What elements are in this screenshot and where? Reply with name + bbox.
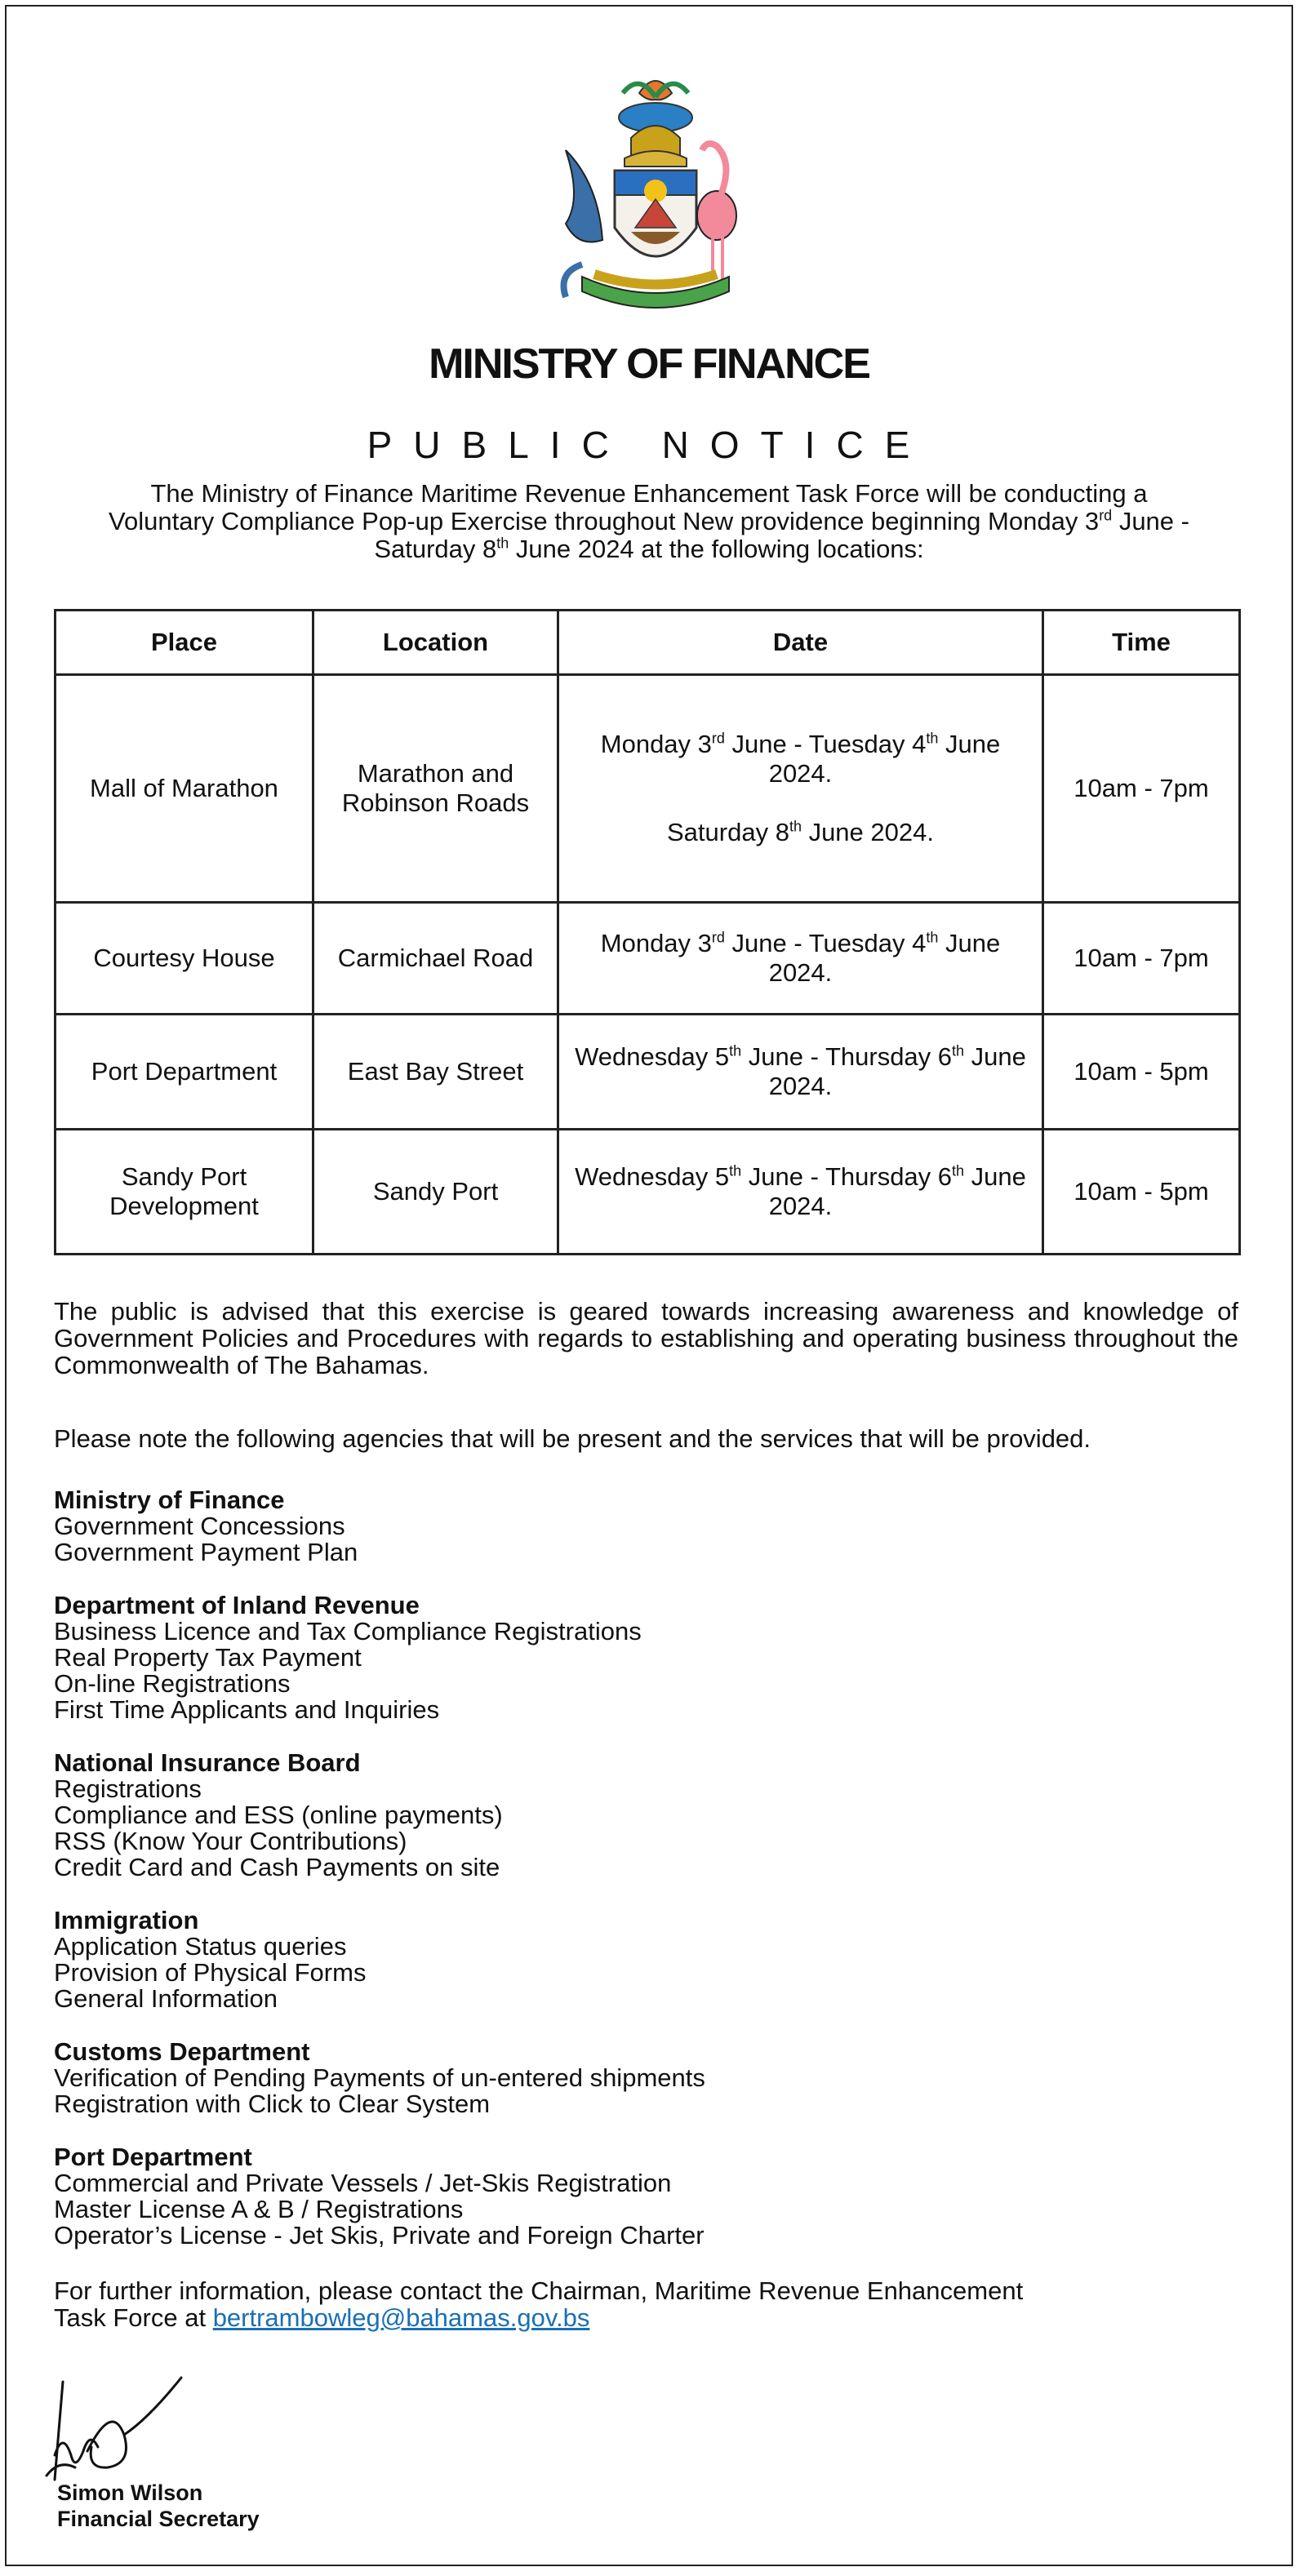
column-header-location: Location: [313, 611, 558, 675]
intro-text: June -: [1112, 507, 1189, 535]
date-cell: Monday 3rd June - Tuesday 4th June 2024.: [558, 903, 1043, 1015]
place-cell: Courtesy House: [56, 903, 313, 1015]
agency-name: Department of Inland Revenue: [54, 1591, 420, 1619]
agency-name: Immigration: [54, 1906, 199, 1934]
signatory-name: Simon Wilson: [57, 2481, 203, 2505]
intro-text: Saturday 8: [374, 535, 497, 563]
service-item: Operator’s License - Jet Skis, Private and Foreign Charter: [54, 2221, 705, 2250]
agency-block: [54, 1487, 1238, 1566]
service-item: Registration with Click to Clear System: [54, 2090, 491, 2118]
contact-line: For further information, please contact the Chairman, Maritime Revenue Enhancement: [54, 2276, 1024, 2305]
service-item: General Information: [54, 1984, 278, 2013]
date-cell: [558, 675, 1043, 903]
signature-icon: [42, 2374, 255, 2496]
date-single: Saturday 8th June 2024.: [667, 818, 934, 846]
column-header-place: Place: [56, 611, 313, 675]
service-item: Registrations: [54, 1774, 202, 1803]
agencies-list: [54, 1487, 1238, 2276]
time-cell: 10am - 5pm: [1043, 1130, 1240, 1255]
contact-text: Task Force at: [54, 2303, 213, 2332]
location-cell: Marathon and Robinson Roads: [313, 675, 558, 903]
service-item: First Time Applicants and Inquiries: [54, 1695, 440, 1724]
agency-block: [54, 1592, 1238, 1723]
time-cell: 10am - 7pm: [1043, 903, 1240, 1015]
advice-paragraph: The public is advised that this exercise is geared towards increasing awareness and knowledge of Government Policies and Procedures with regards to establishing and operating business throughout the Commonwealth of The Bahamas.: [54, 1297, 1238, 1379]
agency-block: [54, 1908, 1238, 2012]
locations-table: [54, 609, 1241, 1255]
agency-name: National Insurance Board: [54, 1748, 361, 1777]
intro-line: The Ministry of Finance Maritime Revenue Enhancement Task Force will be conducting a: [150, 479, 1148, 508]
date-range: Monday 3rd June - Tuesday 4th June 2024.: [600, 730, 1001, 788]
notice-page: [5, 5, 1293, 2566]
signatory-title: Financial Secretary: [57, 2507, 260, 2531]
agency-name: Ministry of Finance: [54, 1486, 285, 1514]
intro-line: [47, 535, 1251, 563]
time-cell: 10am - 7pm: [1043, 675, 1240, 903]
column-header-time: Time: [1043, 611, 1240, 675]
ordinal-suffix: th: [496, 535, 509, 552]
intro-text: June 2024 at the following locations:: [509, 535, 924, 563]
service-item: Business Licence and Tax Compliance Registrations: [54, 1617, 642, 1646]
location-cell: Sandy Port: [313, 1130, 558, 1255]
agency-block: [54, 1750, 1238, 1881]
intro-text: Voluntary Compliance Pop-up Exercise throughout New providence beginning Monday 3: [109, 507, 1100, 535]
service-item: Verification of Pending Payments of un-entered shipments: [54, 2063, 705, 2092]
agency-block: [54, 2144, 1238, 2249]
location-cell: Carmichael Road: [313, 903, 558, 1015]
date-cell: Wednesday 5th June - Thursday 6th June 2024.: [558, 1015, 1043, 1130]
coat-of-arms-icon: [549, 60, 762, 313]
place-cell: Mall of Marathon: [56, 675, 313, 903]
signatory-block: [57, 2480, 260, 2532]
table-row: [56, 675, 1240, 903]
service-item: RSS (Know Your Contributions): [54, 1827, 407, 1855]
agency-name: Customs Department: [54, 2037, 310, 2066]
service-item: Application Status queries: [54, 1932, 347, 1961]
service-item: Real Property Tax Payment: [54, 1643, 362, 1672]
service-item: On-line Registrations: [54, 1669, 291, 1698]
service-item: Credit Card and Cash Payments on site: [54, 1853, 500, 1881]
service-item: Government Concessions: [54, 1512, 345, 1540]
ordinal-suffix: rd: [1099, 507, 1113, 524]
agency-block: [54, 2039, 1238, 2117]
table-row: [56, 1130, 1240, 1255]
time-cell: 10am - 5pm: [1043, 1015, 1240, 1130]
email-link[interactable]: bertrambowleg@bahamas.gov.bs: [212, 2303, 590, 2332]
service-item: Provision of Physical Forms: [54, 1958, 367, 1987]
agencies-note: Please note the following agencies that will be present and the services that will be provided.: [54, 1424, 1091, 1453]
table-row: [56, 903, 1240, 1015]
location-cell: East Bay Street: [313, 1015, 558, 1130]
service-item: Compliance and ESS (online payments): [54, 1801, 503, 1829]
intro-paragraph: [47, 480, 1251, 563]
contact-line: [54, 2304, 1238, 2331]
place-cell: Sandy Port Development: [56, 1130, 313, 1255]
intro-line: [47, 508, 1251, 535]
contact-paragraph: [54, 2277, 1238, 2331]
public-notice-heading: PUBLIC NOTICE: [367, 424, 931, 466]
column-header-date: Date: [558, 611, 1043, 675]
table-header-row: [56, 611, 1240, 675]
place-cell: Port Department: [56, 1015, 313, 1130]
date-cell: Wednesday 5th June - Thursday 6th June 2024.: [558, 1130, 1043, 1255]
ministry-title: MINISTRY OF FINANCE: [429, 340, 869, 388]
table-row: [56, 1015, 1240, 1130]
service-item: Master License A & B / Registrations: [54, 2195, 464, 2223]
service-item: Government Payment Plan: [54, 1538, 358, 1566]
agency-name: Port Department: [54, 2143, 252, 2171]
service-item: Commercial and Private Vessels / Jet-Skis Registration: [54, 2169, 672, 2197]
